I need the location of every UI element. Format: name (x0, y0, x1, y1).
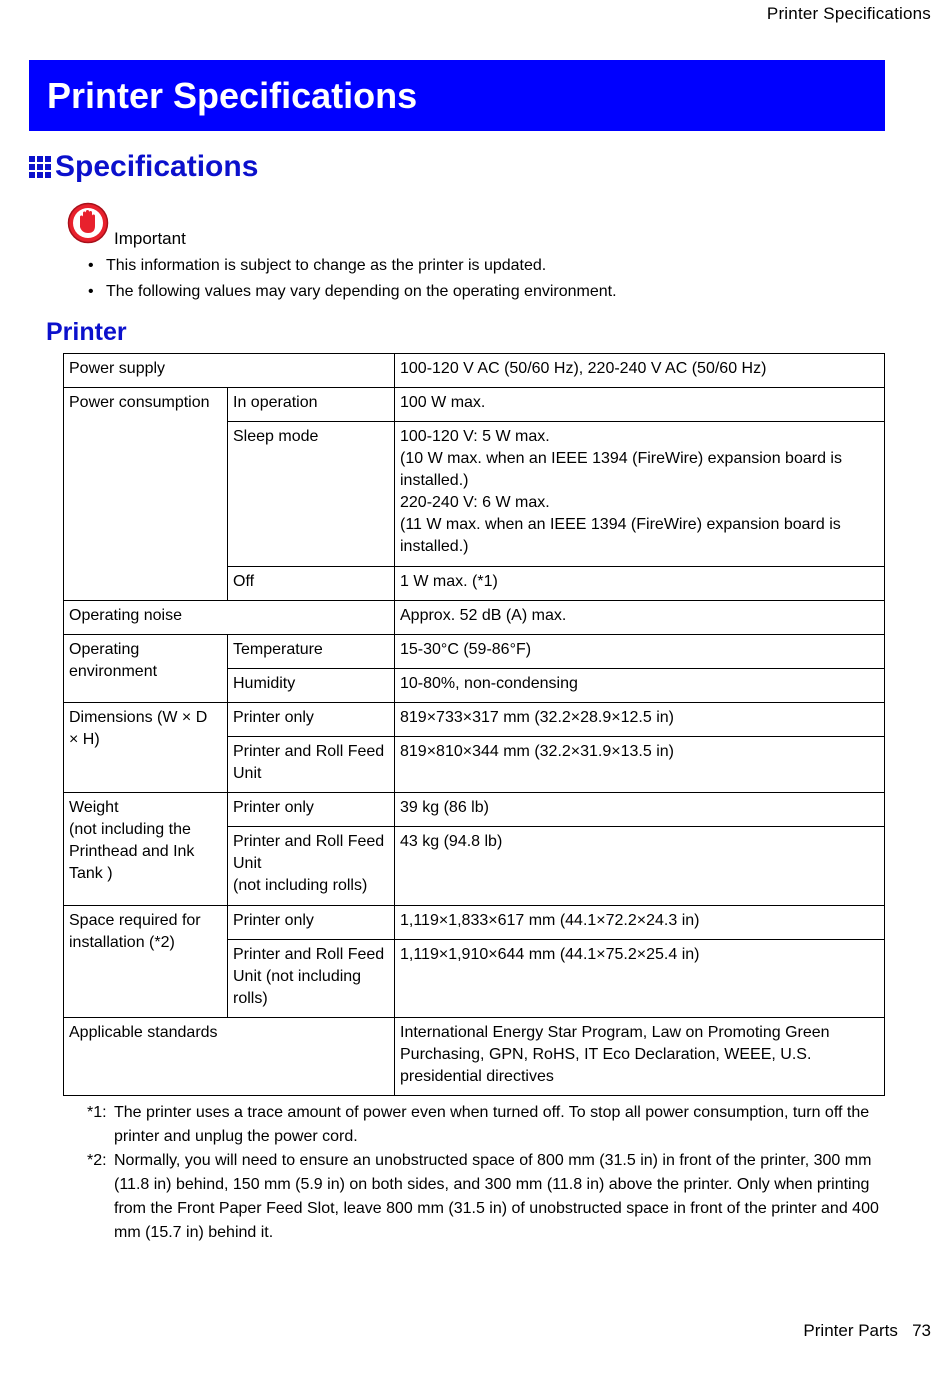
section-heading (29, 150, 258, 184)
page-title-banner (29, 60, 885, 131)
stop-hand-icon (67, 202, 109, 244)
table-row (64, 601, 885, 635)
table-row (64, 388, 885, 422)
important-list (88, 256, 617, 308)
table-row (64, 906, 885, 940)
footer-section: Printer Parts (803, 1321, 898, 1340)
list-item: • The following values may vary depending on the operating environment. (88, 282, 617, 308)
page-number: 73 (912, 1321, 931, 1340)
table-cell: Power supply (64, 354, 395, 388)
table-cell: 1,119×1,833×617 mm (44.1×72.2×24.3 in) (395, 906, 885, 940)
running-header: Printer Specifications (766, 4, 931, 23)
footnote-text: Normally, you will need to ensure an unobstructed space of 800 mm (31.5 in) in front of the printer, 300 mm (11.8 in) behind, 150 mm (5.9 in) on both sides, and 300 mm (11.8 in) above the printer. Only when printing from the Front Paper Feed Slot, leave 800 mm (31.5 in) of unobstructed space in front of the printer and 400 mm (15.7 in) behind it. (114, 1152, 879, 1241)
table-cell: 15-30°C (59-86°F) (395, 635, 885, 669)
footnote-mark: *2: (87, 1152, 107, 1169)
footnote (87, 1101, 887, 1149)
footnote-text: The printer uses a trace amount of power even when turned off. To stop all power consumption, turn off the printer and unplug the power cord. (114, 1104, 870, 1145)
footnote-mark: *1: (87, 1104, 107, 1121)
table-cell: Printer and Roll Feed Unit (228, 737, 395, 793)
cell-line: 100-120 V: 5 W max. (400, 428, 550, 445)
table-cell (395, 422, 885, 567)
table-cell: Applicable standards (64, 1018, 395, 1096)
spec-table (63, 353, 885, 1096)
table-cell: Approx. 52 dB (A) max. (395, 601, 885, 635)
table-cell: 100-120 V AC (50/60 Hz), 220-240 V AC (50/60 Hz) (395, 354, 885, 388)
table-cell: Temperature (228, 635, 395, 669)
table-cell: Space required for installation (*2) (64, 906, 228, 1018)
table-cell: 43 kg (94.8 lb) (395, 827, 885, 906)
table-cell: 10-80%, non-condensing (395, 669, 885, 703)
table-cell: In operation (228, 388, 395, 422)
table-cell (228, 827, 395, 906)
page-footer (803, 1321, 931, 1341)
table-cell: 39 kg (86 lb) (395, 793, 885, 827)
table-cell: 100 W max. (395, 388, 885, 422)
printer-subheading: Printer (46, 318, 127, 346)
table-cell: Printer and Roll Feed Unit (not including rolls) (228, 940, 395, 1018)
table-row (64, 703, 885, 737)
table-cell: Humidity (228, 669, 395, 703)
table-row (64, 354, 885, 388)
table-cell: Operating environment (64, 635, 228, 703)
cell-line: Weight (69, 799, 119, 816)
cell-line: (not including the Printhead and Ink Tank ) (69, 821, 195, 882)
table-cell: International Energy Star Program, Law on Promoting Green Purchasing, GPN, RoHS, IT Eco Declaration, WEEE, U.S. presidential directives (395, 1018, 885, 1096)
table-cell: Printer only (228, 703, 395, 737)
table-cell: 1 W max. (*1) (395, 567, 885, 601)
table-cell (64, 793, 228, 906)
grid-icon (29, 156, 51, 178)
table-cell: Power consumption (64, 388, 228, 601)
section-title: Specifications (55, 150, 259, 183)
footnote (87, 1149, 887, 1245)
table-cell: Printer only (228, 906, 395, 940)
table-row (64, 635, 885, 669)
cell-line: (11 W max. when an IEEE 1394 (FireWire) expansion board is installed.) (400, 516, 841, 555)
cell-line: Printer and Roll Feed Unit (233, 833, 385, 872)
footnotes (87, 1101, 887, 1245)
table-row (64, 1018, 885, 1096)
table-cell: Sleep mode (228, 422, 395, 567)
cell-line: (not including rolls) (233, 877, 368, 894)
important-label: Important (114, 229, 186, 248)
table-cell: Printer only (228, 793, 395, 827)
list-item: • This information is subject to change as the printer is updated. (88, 256, 617, 282)
table-cell: Operating noise (64, 601, 395, 635)
table-cell: 819×733×317 mm (32.2×28.9×12.5 in) (395, 703, 885, 737)
table-cell: 819×810×344 mm (32.2×31.9×13.5 in) (395, 737, 885, 793)
cell-line: 220-240 V: 6 W max. (400, 494, 550, 511)
cell-line: (10 W max. when an IEEE 1394 (FireWire) expansion board is installed.) (400, 450, 842, 489)
table-row (64, 793, 885, 827)
table-cell: Dimensions (W × D × H) (64, 703, 228, 793)
table-cell: Off (228, 567, 395, 601)
page-title: Printer Specifications (47, 74, 418, 116)
table-cell: 1,119×1,910×644 mm (44.1×75.2×25.4 in) (395, 940, 885, 1018)
